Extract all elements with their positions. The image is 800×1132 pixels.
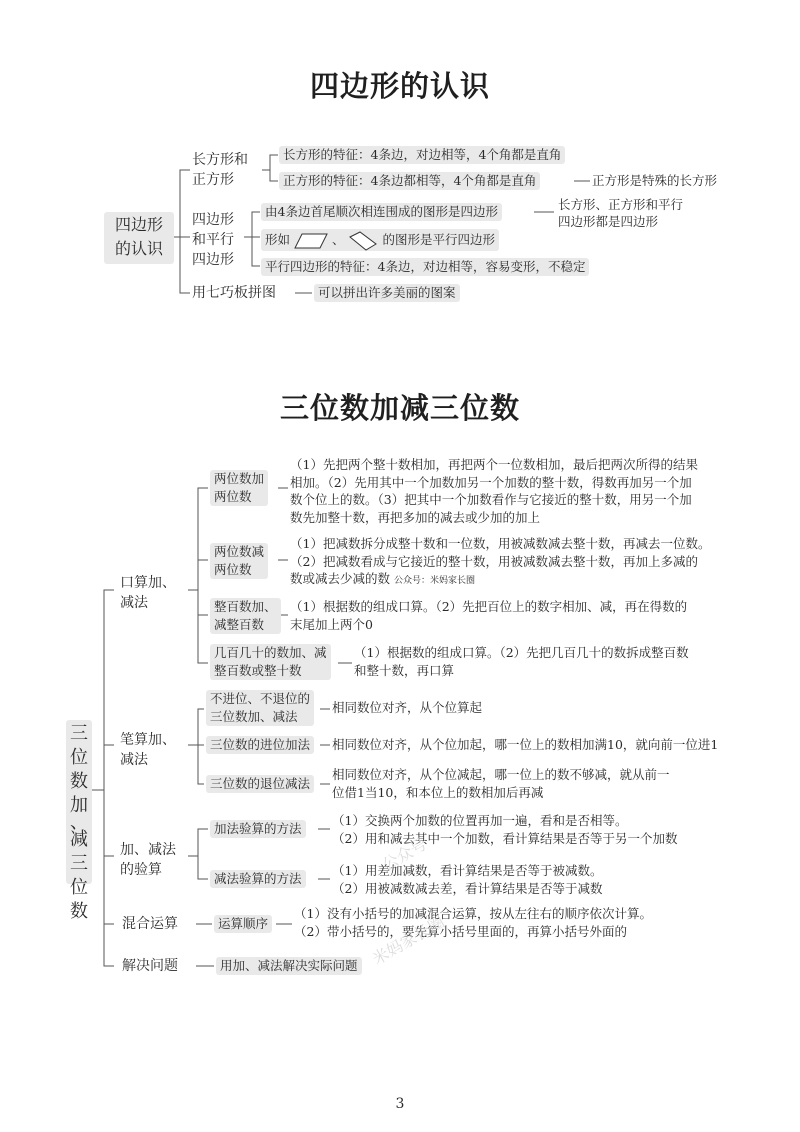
quad-definition: 由4条边首尾顺次相连围成的图形是四边形	[261, 203, 502, 221]
node-label-line-2: 两位数	[214, 562, 252, 577]
branch-label-line-1: 四边形	[192, 212, 234, 228]
root-char-5: 、	[70, 812, 88, 833]
quad-note	[558, 196, 683, 230]
branch-rect-square	[192, 150, 248, 190]
shape-prefix: 形如	[265, 232, 291, 247]
branch-label-line-2: 减法	[120, 595, 148, 611]
text-line-1: 相同数位对齐，从个位减起，哪一位上的数不够减，就从前一	[332, 767, 670, 782]
branch-label-line-2: 减法	[120, 752, 148, 768]
text-line-2: 位借1当10，和本位上的数相加后再减	[332, 785, 544, 800]
square-feature: 正方形的特征：4条边都相等，4个角都是直角	[279, 172, 540, 190]
root-char-4: 加	[70, 795, 88, 816]
node-label-line-2: 三位数加、减法	[210, 709, 298, 724]
root-char-2: 位	[70, 747, 88, 768]
section-title-three-digit: 三位数加减三位数	[279, 391, 520, 425]
root-char-6: 减	[70, 829, 88, 850]
text-line-2: （2）用被减数减去差，看计算结果是否等于减数	[332, 881, 603, 896]
branch-check	[120, 840, 176, 880]
branch-label-line-2: 的验算	[120, 862, 162, 878]
text-line-2: （2）带小括号的，要先算小括号里面的，再算小括号外面的	[294, 924, 627, 939]
hundreds-tens-text	[354, 644, 689, 679]
official-account-note: 公众号：米妈家长圈	[394, 576, 476, 586]
mixed-text	[294, 905, 652, 941]
text-line-2: （2）把减数看成与它接近的整十数，用被减数减去整十数，再加上多减的	[290, 553, 698, 569]
node-no-carry	[206, 690, 314, 726]
root-char-8: 位	[70, 877, 88, 898]
branch-label-line-1: 笔算加、	[120, 732, 176, 748]
borrow-text	[332, 766, 670, 802]
text-line-1: （1）根据数的组成口算。（2）先把几百几十的数拆成整百数	[354, 645, 689, 660]
root-node-quadrilateral	[104, 212, 174, 264]
two-digit-add-text	[290, 456, 698, 526]
parallelogram-feature: 平行四边形的特征：4条边，对边相等，容易变形，不稳定	[261, 258, 589, 276]
text-line-2: 末尾加上两个0	[290, 616, 373, 632]
carry-text: 相同数位对齐，从个位加起，哪一位上的数相加满10，就向前一位进1	[332, 737, 719, 752]
text-line-4: 数先加整十数，再把多加的减去或少加的加上	[290, 509, 541, 525]
branch-tangram: 用七巧板拼图	[192, 285, 276, 301]
node-two-digit-add	[210, 470, 268, 506]
add-check-text	[332, 812, 677, 848]
node-borrow: 三位数的退位减法	[206, 775, 314, 793]
quad-note-line-1: 长方形、正方形和平行	[558, 197, 684, 212]
branch-quad-parallelogram	[192, 210, 234, 270]
root-node-three-digit	[66, 720, 92, 922]
branch-label-line-1: 长方形和	[192, 152, 248, 168]
branch-label-line-1: 口算加、	[120, 575, 176, 591]
root-node-line-1: 四边形	[114, 215, 163, 234]
node-sub-check: 减法验算的方法	[210, 870, 306, 888]
branch-label-line-1: 加、减法	[120, 842, 176, 858]
root-char-3: 数	[70, 771, 88, 792]
text-line-1: （1）根据数的组成口算。（2）先把百位上的数字相加、减，再在得数的	[290, 599, 688, 614]
two-digit-sub-text	[290, 535, 710, 591]
node-carry: 三位数的进位加法	[206, 736, 314, 754]
node-label-line-2: 整百数或整十数	[214, 663, 302, 678]
parallelogram-shapes-row	[261, 229, 499, 251]
node-order: 运算顺序	[214, 915, 272, 933]
no-carry-text: 相同数位对齐，从个位算起	[332, 700, 483, 715]
node-label-line-1: 整百数加、	[214, 599, 277, 614]
text-line-3	[290, 570, 710, 591]
node-hundreds	[210, 598, 281, 634]
text-line-2: 相加。（2）先用其中一个加数加另一个加数的整十数，得数再加另一个加	[290, 474, 692, 490]
branch-written	[120, 730, 176, 770]
node-label-line-1: 不进位、不退位的	[210, 691, 311, 706]
sub-check-text	[332, 862, 602, 898]
shape-separator: 、	[331, 232, 345, 247]
parallelogram-icon-2	[348, 231, 378, 251]
text-line-2: 和整十数，再口算	[354, 662, 455, 678]
solve-text: 用加、减法解决实际问题	[216, 957, 362, 975]
node-label-line-2: 减整百数	[214, 617, 265, 632]
node-add-check: 加法验算的方法	[210, 820, 306, 838]
branch-label-line-2: 正方形	[192, 172, 234, 188]
section-title-quadrilateral: 四边形的认识	[309, 69, 490, 103]
text-line-2: （2）用和减去其中一个加数，看计算结果是否等于另一个加数	[332, 831, 678, 846]
branch-oral	[120, 573, 176, 613]
node-label-line-1: 几百几十的数加、减	[214, 645, 327, 660]
tangram-text: 可以拼出许多美丽的图案	[314, 284, 460, 302]
root-char-1: 三	[70, 723, 88, 744]
text-line-3-main: 数或减去少减的数	[290, 571, 391, 586]
rect-feature: 长方形的特征：4条边，对边相等，4个角都是直角	[279, 146, 565, 164]
root-node-line-2: 的认识	[114, 239, 163, 258]
branch-mixed: 混合运算	[122, 916, 178, 932]
parallelogram-icon	[294, 232, 328, 250]
page-number: 3	[395, 1096, 405, 1112]
branch-label-line-2: 和平行	[192, 232, 234, 248]
text-line-1: （1）没有小括号的加减混合运算，按从左往右的顺序依次计算。	[294, 906, 652, 921]
watermark-text-2: 米妈家长圈	[369, 912, 448, 969]
branch-solve: 解决问题	[122, 958, 178, 974]
text-line-1: （1）用差加减数，看计算结果是否等于被减数。	[332, 863, 603, 878]
watermark-text-1: 公众号	[378, 834, 431, 875]
quad-note-line-2: 四边形都是四边形	[558, 214, 659, 229]
node-label-line-1: 两位数加	[214, 471, 265, 486]
root-char-7: 三	[70, 853, 88, 874]
node-label-line-1: 两位数减	[214, 544, 265, 559]
text-line-1: （1）把减数拆分成整十数和一位数，用被减数减去整十数，再减去一位数。	[290, 536, 711, 551]
shape-suffix: 的图形是平行四边形	[382, 232, 495, 247]
root-char-9: 数	[70, 901, 88, 922]
text-line-1: （1）交换两个加数的位置再加一遍，看和是否相等。	[332, 813, 628, 828]
node-two-digit-sub	[210, 543, 268, 579]
branch-label-line-3: 四边形	[192, 252, 234, 268]
node-label-line-2: 两位数	[214, 489, 252, 504]
text-line-1: （1）先把两个整十数相加，再把两个一位数相加，最后把两次所得的结果	[290, 457, 698, 472]
square-rect-relation: 正方形是特殊的长方形	[592, 173, 718, 188]
text-line-3: 数个位上的数。（3）把其中一个加数看作与它接近的整十数，用另一个加	[290, 492, 692, 507]
node-hundreds-tens	[210, 644, 331, 680]
hundreds-text	[290, 598, 687, 633]
